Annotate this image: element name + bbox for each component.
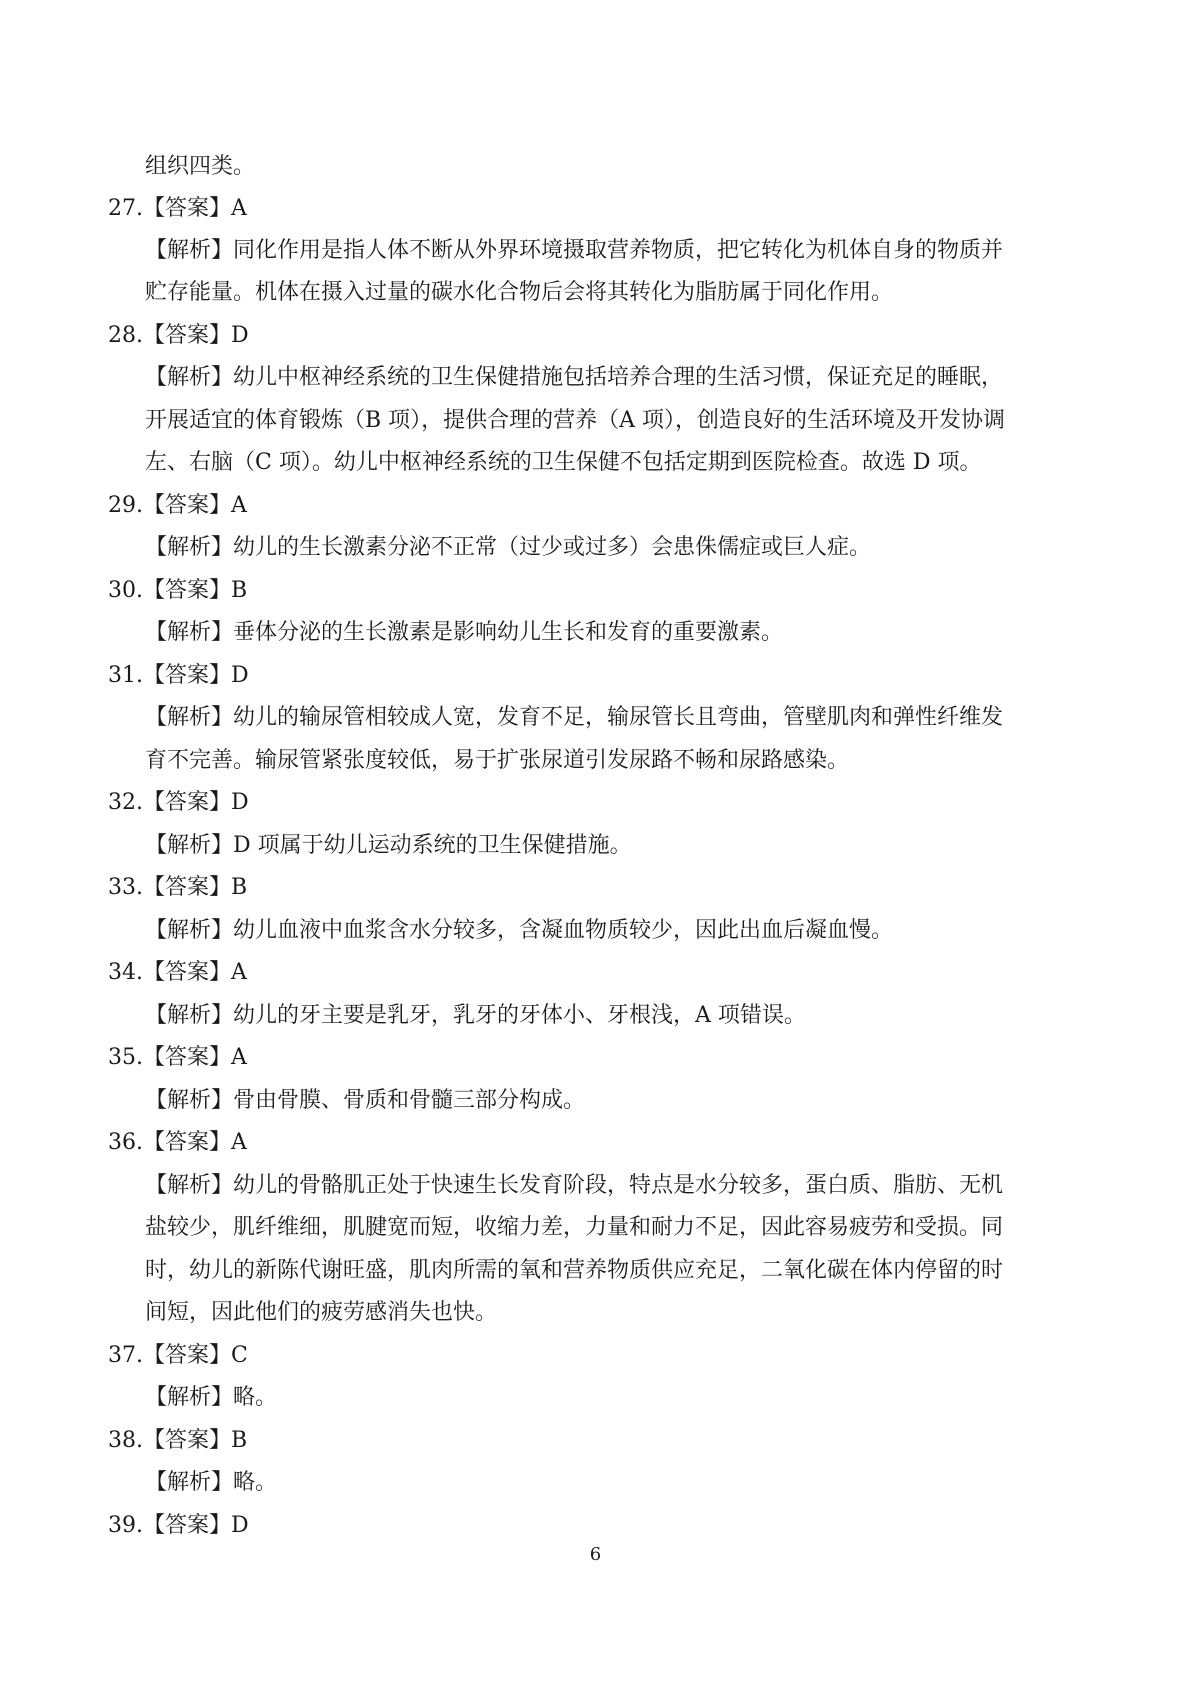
question-number: 39. bbox=[108, 1513, 143, 1538]
answer-label: 【答案】A bbox=[143, 493, 247, 518]
question-number: 29. bbox=[108, 493, 143, 518]
answer-label: 【答案】D bbox=[143, 323, 249, 348]
question-number: 27. bbox=[108, 196, 143, 221]
analysis-line: 【解析】幼儿的牙主要是乳牙，乳牙的牙体小、牙根浅，A 项错误。 bbox=[145, 1003, 806, 1028]
analysis-line: 盐较少，肌纤维细，肌腱宽而短，收缩力差，力量和耐力不足，因此容易疲劳和受损。同 bbox=[145, 1215, 1004, 1240]
analysis-line: 【解析】幼儿的生长激素分泌不正常（过少或过多）会患侏儒症或巨人症。 bbox=[145, 535, 872, 560]
question-number: 28. bbox=[108, 323, 143, 348]
analysis-line: 【解析】同化作用是指人体不断从外界环境摄取营养物质，把它转化为机体自身的物质并 bbox=[145, 238, 1004, 263]
answer-label: 【答案】A bbox=[143, 1130, 247, 1155]
answer-line-38 bbox=[108, 1426, 247, 1456]
question-number: 37. bbox=[108, 1343, 143, 1368]
question-number: 34. bbox=[108, 960, 143, 985]
analysis-line: 【解析】幼儿的输尿管相较成人宽，发育不足，输尿管长且弯曲，管壁肌肉和弹性纤维发 bbox=[145, 705, 1004, 730]
answer-label: 【答案】A bbox=[143, 1045, 247, 1070]
analysis-line: 育不完善。输尿管紧张度较低，易于扩张尿道引发尿路不畅和尿路感染。 bbox=[145, 748, 850, 773]
analysis-line: 【解析】略。 bbox=[145, 1470, 278, 1495]
question-number: 30. bbox=[108, 578, 143, 603]
question-number: 38. bbox=[108, 1428, 143, 1453]
answer-line-39 bbox=[108, 1511, 249, 1541]
answer-line-33 bbox=[108, 873, 247, 903]
answer-line-30 bbox=[108, 576, 247, 606]
answer-label: 【答案】C bbox=[143, 1343, 248, 1368]
answer-line-35 bbox=[108, 1043, 247, 1073]
answer-line-27 bbox=[108, 194, 247, 224]
answer-line-28 bbox=[108, 321, 249, 351]
question-number: 35. bbox=[108, 1045, 143, 1070]
analysis-line: 左、右脑（C 项）。幼儿中枢神经系统的卫生保健不包括定期到医院检查。故选 D 项。 bbox=[145, 450, 982, 475]
answer-label: 【答案】B bbox=[143, 875, 248, 900]
page-number: 6 bbox=[589, 1544, 602, 1565]
question-number: 33. bbox=[108, 875, 143, 900]
analysis-line: 【解析】骨由骨膜、骨质和骨髓三部分构成。 bbox=[145, 1088, 586, 1113]
analysis-line: 时，幼儿的新陈代谢旺盛，肌肉所需的氧和营养物质供应充足，二氧化碳在体内停留的时 bbox=[145, 1258, 1004, 1283]
analysis-line: 贮存能量。机体在摄入过量的碳水化合物后会将其转化为脂肪属于同化作用。 bbox=[145, 280, 894, 305]
analysis-line: 【解析】D 项属于幼儿运动系统的卫生保健措施。 bbox=[145, 833, 632, 858]
answer-label: 【答案】D bbox=[143, 1513, 249, 1538]
answer-line-37 bbox=[108, 1341, 248, 1371]
answer-label: 【答案】A bbox=[143, 960, 247, 985]
answer-label: 【答案】D bbox=[143, 663, 249, 688]
answer-line-36 bbox=[108, 1128, 247, 1158]
continuation-text: 组织四类。 bbox=[145, 154, 256, 179]
question-number: 32. bbox=[108, 790, 143, 815]
analysis-line: 【解析】幼儿血液中血浆含水分较多，含凝血物质较少，因此出血后凝血慢。 bbox=[145, 918, 894, 943]
answer-line-29 bbox=[108, 491, 247, 521]
analysis-line: 【解析】幼儿中枢神经系统的卫生保健措施包括培养合理的生活习惯，保证充足的睡眠， bbox=[145, 365, 1004, 390]
question-number: 31. bbox=[108, 663, 143, 688]
answer-label: 【答案】D bbox=[143, 790, 249, 815]
answer-line-32 bbox=[108, 788, 249, 818]
answer-line-31 bbox=[108, 661, 249, 691]
answer-line-34 bbox=[108, 958, 247, 988]
answer-label: 【答案】B bbox=[143, 578, 248, 603]
analysis-line: 【解析】幼儿的骨骼肌正处于快速生长发育阶段，特点是水分较多，蛋白质、脂肪、无机 bbox=[145, 1173, 1004, 1198]
answer-label: 【答案】B bbox=[143, 1428, 248, 1453]
analysis-line: 【解析】垂体分泌的生长激素是影响幼儿生长和发育的重要激素。 bbox=[145, 620, 784, 645]
analysis-line: 开展适宜的体育锻炼（B 项），提供合理的营养（A 项），创造良好的生活环境及开发协调 bbox=[145, 408, 1006, 433]
answer-label: 【答案】A bbox=[143, 196, 247, 221]
question-number: 36. bbox=[108, 1130, 143, 1155]
analysis-line: 间短，因此他们的疲劳感消失也快。 bbox=[145, 1300, 498, 1325]
analysis-line: 【解析】略。 bbox=[145, 1385, 278, 1410]
